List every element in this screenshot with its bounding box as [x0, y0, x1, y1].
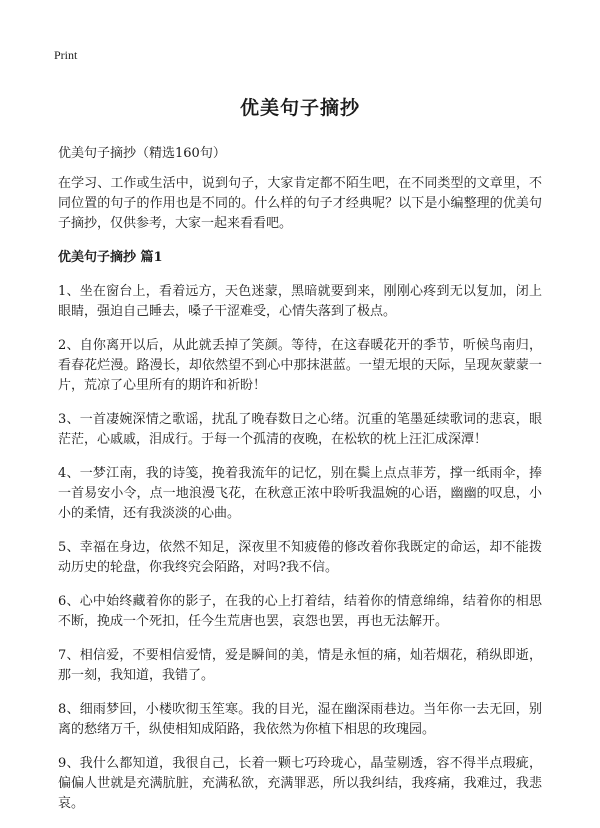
intro-paragraph: 在学习、工作或生活中，说到句子，大家肯定都不陌生吧，在不同类型的文章里，不同位置的句子的作用也是不同的。什么样的句子才经典呢？以下是小编整理的优美句子摘抄，仅供参考，大家一起来看看吧。: [58, 176, 542, 231]
section-heading: 优美句子摘抄 篇1: [58, 250, 163, 265]
page-title: 优美句子摘抄: [239, 97, 360, 119]
paragraph-9: 9、我什么都知道，我很自己，长着一颗七巧玲珑心，晶莹剔透，容不得半点瑕疵，偏偏人世就是充满肮脏，充满私欲，充满罪恶，所以我纠结，我疼痛，我难过，我悲哀。: [58, 756, 542, 811]
paragraph-3: 3、一首凄婉深情之歌谣，扰乱了晚春数日之心绪。沉重的笔墨延续歌词的悲哀，眼茫茫，心戚戚，泪成行。于每一个孤清的夜晚，在松软的枕上汪汇成深潭！: [58, 412, 542, 447]
document-subtitle: 优美句子摘抄（精选160句）: [58, 146, 226, 161]
paragraph-7: 7、相信爱，不要相信爱情，爱是瞬间的美，情是永恒的痛，灿若烟花，稍纵即逝，那一刻，我知道，我错了。: [58, 648, 542, 683]
paragraph-5: 5、幸福在身边，依然不知足，深夜里不知疲倦的修改着你我既定的命运，却不能拨动历史的轮盘，你我终究会陌路，对吗?我不信。: [58, 540, 542, 575]
paragraph-2: 2、自你离开以后，从此就丢掉了笑颜。等待，在这春暖花开的季节，听候鸟南归，看春花烂漫。路漫长，却依然望不到心中那抹湛蓝。一望无垠的天际，呈现灰蒙蒙一片，荒凉了心里所有的期许和祈盼！: [58, 338, 542, 393]
paragraph-1: 1、坐在窗台上，看着远方，天色迷蒙，黑暗就要到来，刚刚心疼到无以复加，闭上眼睛，强迫自己睡去，嗓子干涩难受，心情失落到了极点。: [58, 284, 542, 319]
paragraph-8: 8、细雨梦回，小楼吹彻玉笙寒。我的目光，湿在幽深雨巷边。当年你一去无回，别离的愁绪万千，纵使相知成陌路，我依然为你植下相思的玫瑰园。: [58, 702, 542, 737]
paragraph-4: 4、一梦江南，我的诗笺，挽着我流年的记忆，别在鬓上点点菲芳，撑一纸雨伞，捧一首易安小令，点一地浪漫飞花，在秋意正浓中聆听我温婉的心语，幽幽的叹息，小小的柔情，还有我淡淡的心曲。: [58, 466, 542, 521]
paragraph-6: 6、心中始终藏着你的影子，在我的心上打着结，结着你的情意绵绵，结着你的相思不断，挽成一个死扣，任今生荒唐也罢，哀怨也罢，再也无法解开。: [58, 594, 542, 629]
print-link[interactable]: Print: [54, 48, 78, 62]
